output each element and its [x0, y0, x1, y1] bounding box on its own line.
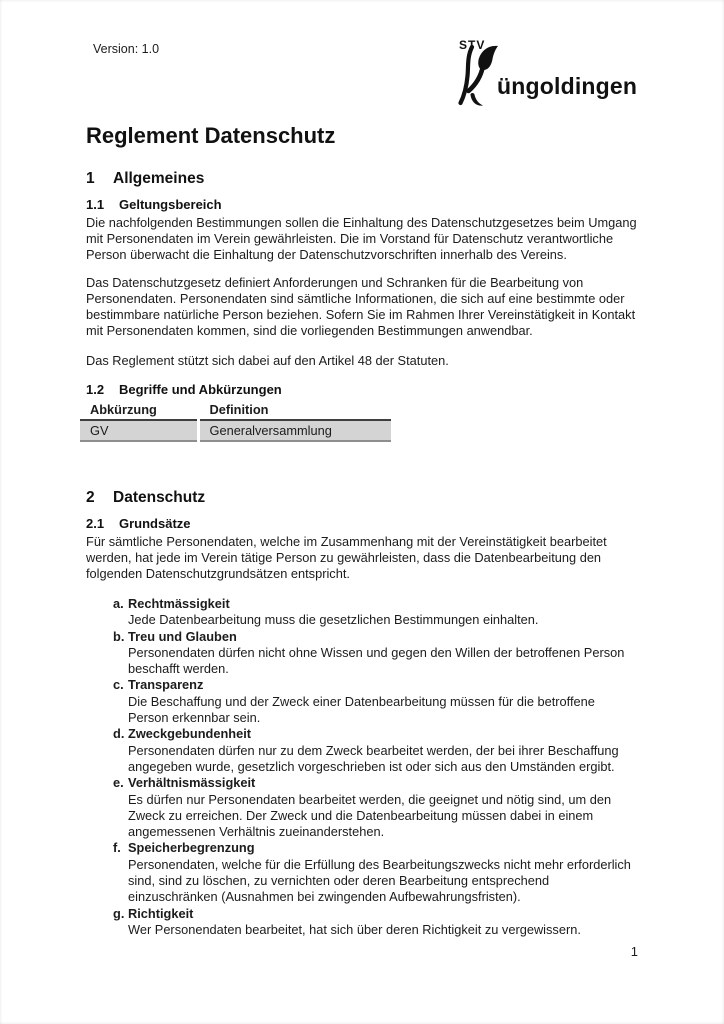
principle-title: Treu und Glauben: [128, 628, 237, 644]
section-1-2-title: Begriffe und Abkürzungen: [119, 382, 282, 397]
principle-letter: f.: [113, 840, 121, 856]
section-2-number: 2: [86, 489, 95, 506]
principle-letter: b.: [113, 628, 125, 644]
principle-letter: g.: [113, 905, 125, 921]
principle-text: Die Beschaffung und der Zweck einer Datenbearbeitung müssen für die betroffene Person erkennbar sein.: [128, 693, 595, 726]
principle-title: Richtigkeit: [128, 905, 194, 921]
definition-cell: Generalversammlung: [198, 420, 391, 441]
spacer: [86, 442, 637, 468]
page-number: 1: [630, 944, 638, 959]
section-2-heading: [86, 489, 637, 507]
table-header-abbreviation: Abkürzung: [80, 400, 198, 420]
section-2-1-title: Grundsätze: [119, 516, 191, 531]
section-2-1-number: 2.1: [86, 516, 105, 531]
abbreviation-cell: GV: [80, 420, 198, 441]
principle-title: Verhältnismässigkeit: [128, 775, 256, 791]
paragraph: Das Reglement stützt sich dabei auf den Artikel 48 der Statuten.: [86, 353, 449, 368]
principle-text: Jede Datenbearbeitung muss die gesetzlichen Bestimmungen einhalten.: [128, 612, 539, 628]
principle-letter: a.: [113, 596, 124, 611]
principle-item-b: [86, 629, 637, 678]
section-1-title: Allgemeines: [113, 170, 205, 187]
section-1-1-title: Geltungsbereich: [119, 197, 222, 212]
page-header: [86, 40, 637, 107]
principle-letter: d.: [113, 726, 125, 742]
principle-text: Personendaten, welche für die Erfüllung des Bearbeitungszwecks nicht mehr erforderlich sind, sind zu löschen, zu vernichten oder deren Bearbeitung entsprechend einzuschränken (Ausnahmen bei zwingenden Aufbewahrungsfristen).: [128, 856, 631, 905]
section-1-heading: [86, 170, 637, 188]
abbreviations-table: [80, 400, 391, 442]
principle-item-c: [86, 677, 637, 726]
principle-item-f: [86, 840, 637, 905]
principle-title: Speicherbegrenzung: [128, 840, 255, 856]
document-title: Reglement Datenschutz: [86, 123, 336, 148]
principle-letter: e.: [113, 775, 124, 791]
version-label: Version: 1.0: [93, 42, 160, 56]
paragraph: Das Datenschutzgesetz definiert Anforderungen und Schranken für die Bearbeitung von Personendaten. Personendaten sind sämtliche Informationen, die sich auf eine bestimmte oder bestimmbare natürliche Person beziehen. Sofern Sie im Rahmen Ihrer Vereinstätigkeit in Kontakt mit Personendaten kommen, sind die vorliegenden Bestimmungen anwendbar.: [86, 275, 636, 338]
stv-kuengoldingen-logo: [451, 38, 638, 107]
table-row: [80, 420, 391, 441]
table-header-row: [80, 400, 391, 420]
principle-item-a: [86, 596, 637, 629]
principle-title: Zweckgebundenheit: [128, 726, 252, 742]
section-1-2-heading: [86, 382, 637, 397]
principle-text: Personendaten dürfen nicht ohne Wissen und gegen den Willen der betroffenen Person beschafft werden.: [128, 644, 625, 677]
logo-name-text: üngoldingen: [497, 73, 638, 99]
paragraph: Für sämtliche Personendaten, welche im Zusammenhang mit der Vereinstätigkeit bearbeitet werden, hat jede im Verein tätige Person zu gewährleisten, dass die Datenbearbeitung den folgenden Datenschutzgrundsätzen entspricht.: [86, 534, 607, 581]
principle-text: Es dürfen nur Personendaten bearbeitet werden, die geeignet und nötig sind, um den Zweck zu erreichen. Der Zweck und die Datenbearbeitung müssen dabei in einem angemessenen Verhältnis zueinanderstehen.: [128, 791, 612, 840]
principle-text: Wer Personendaten bearbeitet, hat sich über deren Richtigkeit zu vergewissern.: [128, 921, 581, 937]
principle-letter: c.: [113, 677, 124, 693]
logo-stv-text: STV: [459, 38, 486, 52]
section-2-1-heading: [86, 516, 637, 531]
principles-list: [86, 596, 637, 938]
paragraph: Die nachfolgenden Bestimmungen sollen die Einhaltung des Datenschutzgesetzes beim Umgang mit Personendaten im Verein gewährleisten. Die im Vorstand für Datenschutz verantwortliche Person überwacht die Einhaltung der Datenschutzvorschriften innerhalb des Vereins.: [86, 215, 637, 262]
section-1-1-number: 1.1: [86, 197, 105, 212]
section-1-2-number: 1.2: [86, 382, 105, 397]
section-1-number: 1: [86, 170, 95, 187]
principle-title: Transparenz: [128, 677, 204, 693]
principle-item-g: [86, 906, 637, 939]
principle-item-e: [86, 775, 637, 840]
table-header-definition: Definition: [198, 400, 391, 420]
principle-item-d: [86, 726, 637, 775]
logo-k-icon: [455, 45, 503, 107]
section-2-title: Datenschutz: [113, 489, 206, 506]
principle-text: Personendaten dürfen nur zu dem Zweck bearbeitet werden, der bei ihrer Beschaffung angegeben wurde, gesetzlich vorgeschrieben ist oder sich aus den Umständen ergibt.: [128, 742, 619, 774]
principle-title: Rechtmässigkeit: [128, 596, 230, 611]
section-1-1-heading: [86, 197, 637, 212]
